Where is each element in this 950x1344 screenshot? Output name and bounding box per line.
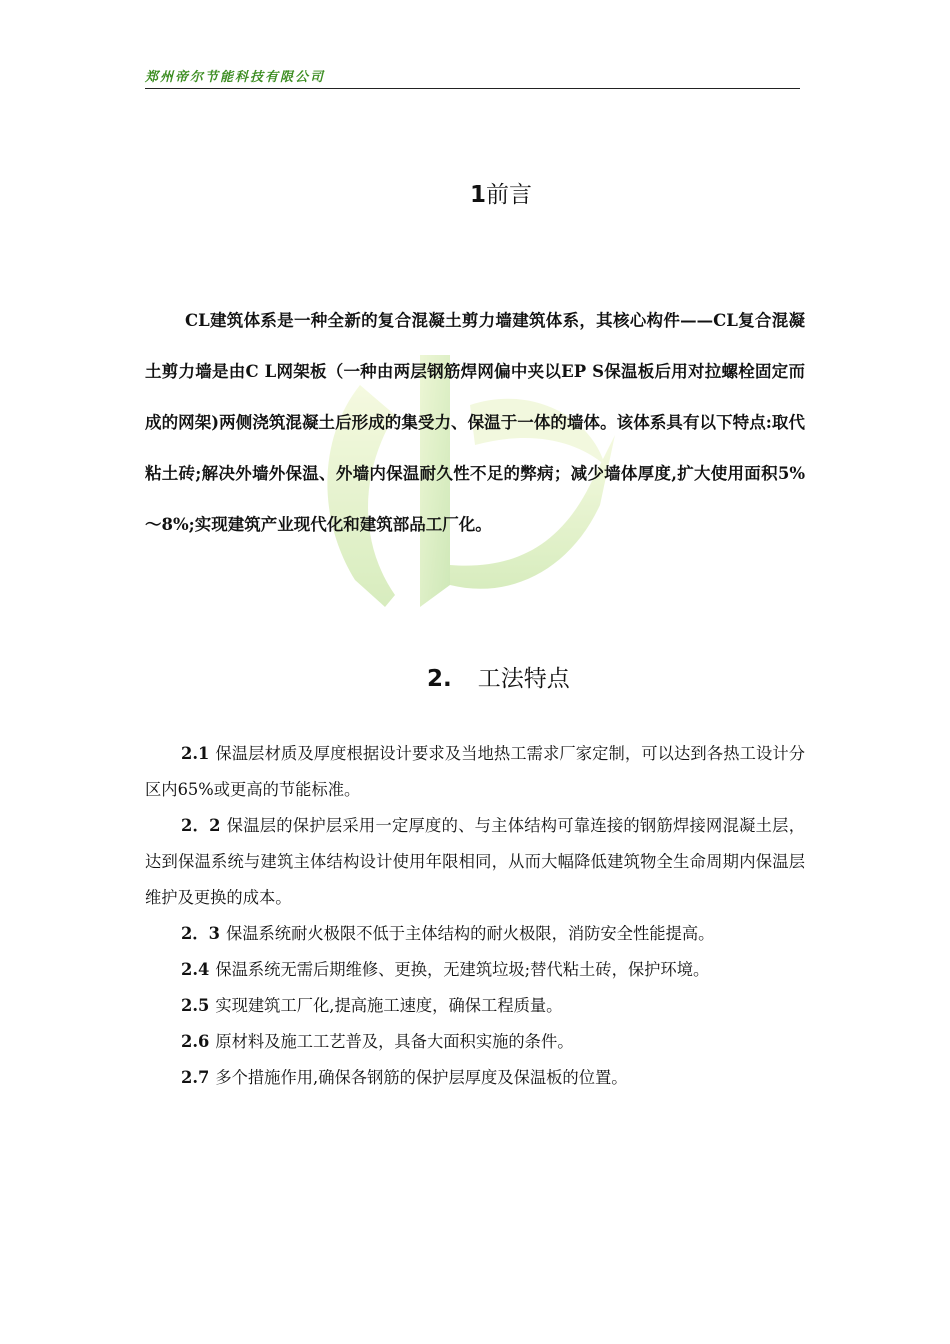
feature-item (145, 988, 805, 1024)
feature-item (145, 916, 805, 952)
feature-text: 保温系统无需后期维修、更换，无建筑垃圾;替代粘土砖，保护环境。 (215, 960, 710, 979)
feature-item (145, 736, 805, 808)
feature-text: 保温系统耐火极限不低于主体结构的耐火极限，消防安全性能提高。 (225, 924, 715, 943)
feature-text: 实现建筑工厂化,提高施工速度，确保工程质量。 (215, 996, 563, 1015)
feature-text: 保温层材质及厚度根据设计要求及当地热工需求厂家定制，可以达到各热工设计分区内65%或更高的节能标准。 (145, 744, 805, 799)
feature-number: 2.6 (181, 1032, 210, 1051)
feature-number: 2.5 (181, 996, 210, 1015)
feature-item (145, 808, 805, 916)
section-2-number: 2. (427, 666, 452, 692)
feature-number: 2.7 (181, 1068, 210, 1087)
company-name: 郑州帝尔节能科技有限公司 (145, 70, 326, 85)
feature-number: 2．2 (181, 816, 221, 835)
feature-number: 2．3 (181, 924, 220, 943)
section-2-heading (427, 660, 570, 693)
feature-text: 原材料及施工工艺普及，具备大面积实施的条件。 (215, 1032, 574, 1051)
feature-text: 多个措施作用,确保各钢筋的保护层厚度及保温板的位置。 (215, 1068, 628, 1087)
header-divider (145, 88, 800, 89)
feature-item (145, 952, 805, 988)
feature-number: 2.4 (181, 960, 210, 979)
section-1-number: 1 (470, 182, 487, 208)
section-2-title: 工法特点 (477, 666, 570, 692)
feature-list (145, 736, 805, 1096)
feature-item (145, 1024, 805, 1060)
section-1-heading (470, 176, 532, 209)
feature-item (145, 1060, 805, 1096)
feature-number: 2.1 (181, 744, 210, 763)
section-1-title: 前言 (486, 182, 533, 208)
feature-text: 保温层的保护层采用一定厚度的、与主体结构可靠连接的钢筋焊接网混凝土层，达到保温系统与建筑主体结构设计使用年限相同，从而大幅降低建筑物全生命周期内保温层维护及更换的成本。 (145, 816, 805, 907)
section-1-body: CL建筑体系是一种全新的复合混凝土剪力墙建筑体系，其核心构件——CL复合混凝土剪力墙是由C L网架板（一种由两层钢筋焊网偏中夹以EP S保温板后用对拉螺栓固定而成的网架)两侧浇筑混凝土后形成的集受力、保温于一体的墙体。该体系具有以下特点:取代粘土砖;解决外墙外保温、外墙内保温耐久性不足的弊病；减少墙体厚度,扩大使用面积5%～8%;实现建筑产业现代化和建筑部品工厂化。 (145, 311, 805, 534)
